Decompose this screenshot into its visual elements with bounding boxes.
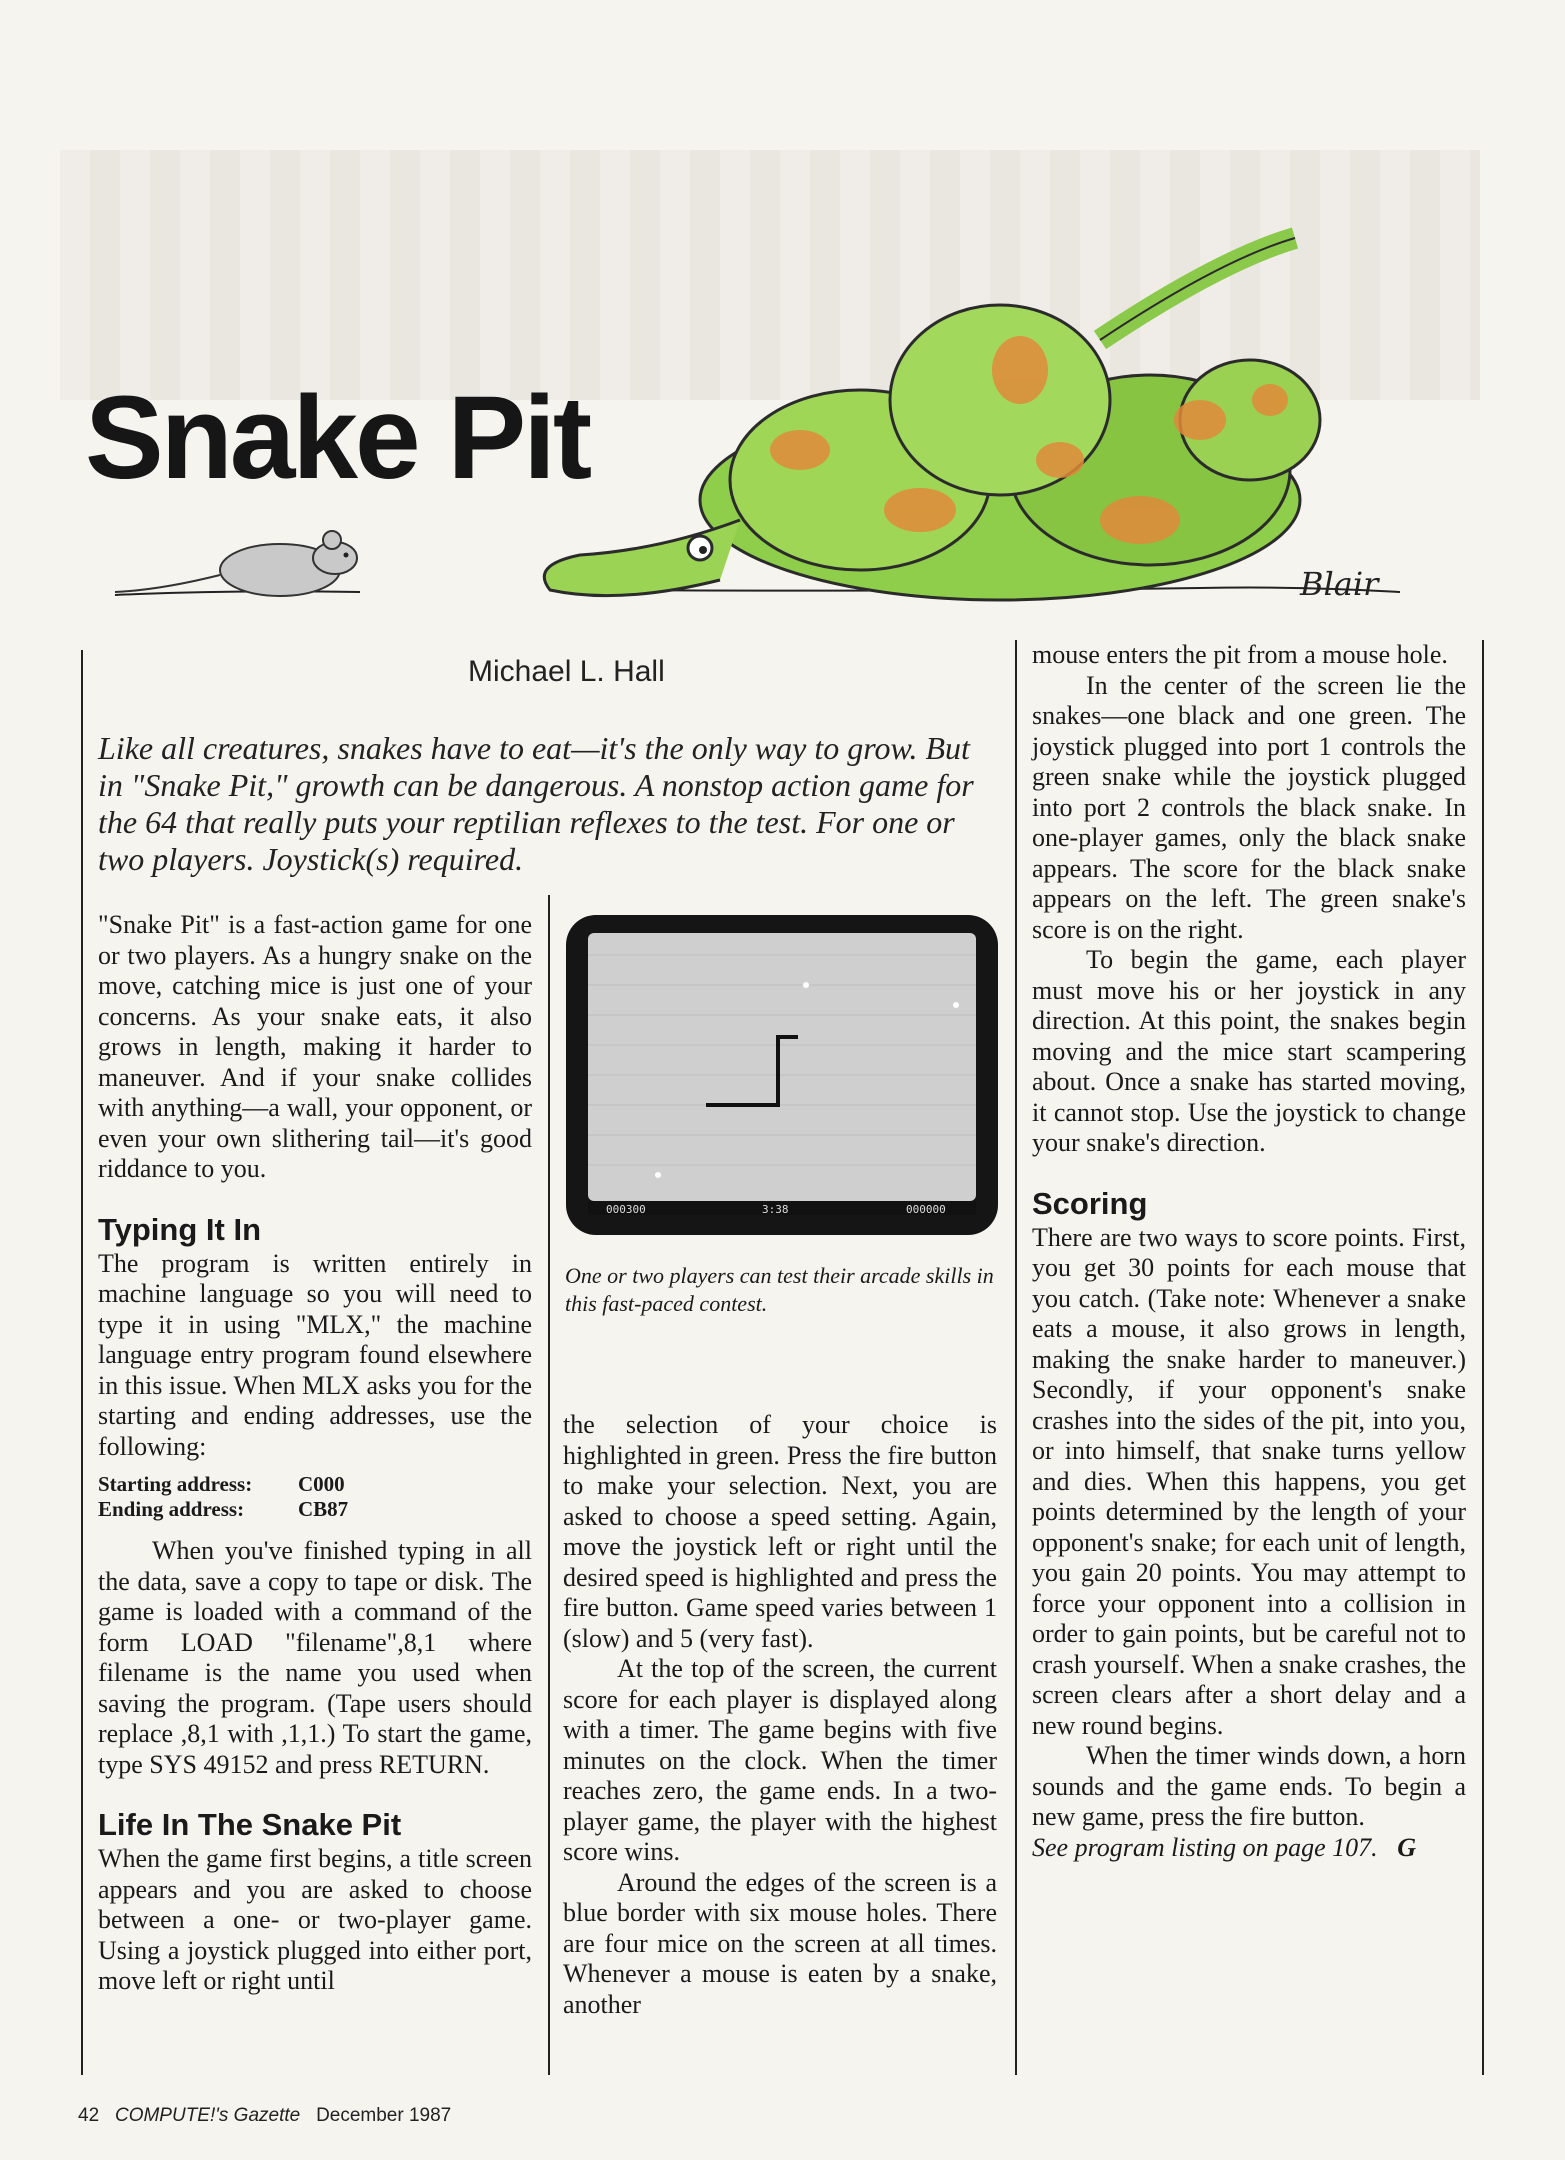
paragraph: The program is written entirely in machine language so you will need to type it in using "MLX," the machine language entry program found elsewhere in this issue. When MLX asks you for the starting and ending addresses, use the following: xyxy=(98,1248,532,1461)
listing-note-text: See program listing on page 107. xyxy=(1032,1832,1378,1862)
paragraph: When you've finished typing in all the data, save a copy to tape or disk. The game is loaded with a command of the form LOAD "filename",8,1 where filename is the name you used when saving the program. (Tape users should replace ,8,1 with ,1,1.) To start the game, type SYS 49152 and press RETURN. xyxy=(98,1536,532,1779)
mouse-dot xyxy=(655,1172,661,1178)
paragraph: mouse enters the pit from a mouse hole. xyxy=(1032,640,1448,669)
left-score: 000300 xyxy=(606,1203,646,1216)
paragraph: When the timer winds down, a horn sounds and the game ends. To begin a new game, press the fire button. xyxy=(1032,1741,1466,1831)
middle-column xyxy=(563,1410,997,2020)
column-rule xyxy=(548,895,550,2075)
issue-date: December 1987 xyxy=(316,2105,452,2126)
paragraph: Around the edges of the screen is a blue border with six mouse holes. There are four mice on the screen at all times. Whenever a mouse is eaten by a snake, another xyxy=(563,1867,997,2019)
article-title: Snake Pit xyxy=(85,372,590,504)
magazine-name: COMPUTE!'s Gazette xyxy=(114,2105,301,2126)
column-rule xyxy=(81,650,83,2075)
end-address-value: CB87 xyxy=(298,1497,349,1521)
mouse-icon xyxy=(115,531,357,596)
page-number: 42 xyxy=(78,2105,100,2126)
address-block xyxy=(98,1472,532,1522)
game-screenshot xyxy=(566,915,998,1235)
start-address-value: C000 xyxy=(298,1472,345,1496)
paragraph: There are two ways to score points. First, you get 30 points for each mouse that you catch. (Take note: Whenever a snake eats a mouse, it also grows in length, making the snake harder to maneuver.) Secondly, if your opponent's snake crashes into the sides of the pit, into you, or into himself, that snake turns yellow and dies. When this happens, you get points determined by the length of your opponent's snake; for each unit of length, you gain 20 points. You may attempt to force your opponent into a collision in order to gain points, but be careful not to crash yourself. When a snake crashes, the screen clears after a short delay and a new round begins. xyxy=(1032,1222,1466,1740)
section-heading-typing: Typing It In xyxy=(98,1211,262,1247)
paragraph: When the game first begins, a title screen appears and you are asked to choose between a one- or two-player game. Using a joystick plugged into either port, move left or right until xyxy=(98,1844,532,1995)
paragraph: In the center of the screen lie the snakes—one black and one green. The joystick plugged into port 1 controls the green snake while the joystick plugged into port 2 controls the black snake. In one-player games, only the black snake appears. The score for the black snake appears on the left. The green snake's score is on the right. xyxy=(1032,670,1466,944)
start-address-label: Starting address: xyxy=(98,1472,253,1496)
intro-deck: Like all creatures, snakes have to eat—it's the only way to grow. But in "Snake Pit," growth can be dangerous. A nonstop action game for the 64 that really puts your reptilian reflexes to the test. For one or two players. Joystick(s) required. xyxy=(98,730,974,877)
paragraph: "Snake Pit" is a fast-action game for one or two players. As a hungry snake on the move, catching mice is just one of your concerns. As your snake eats, it also grows in length, making it harder to maneuver. And if your snake collides with anything—a wall, your opponent, or even your own slithering tail—it's good riddance to you. xyxy=(98,910,532,1183)
mouse-dot xyxy=(803,982,809,988)
paragraph: To begin the game, each player must move his or her joystick in any direction. At this point, the snakes begin moving and the mice start scampering about. Once a snake has started moving, it cannot stop. Use the joystick to change your snake's direction. xyxy=(1032,945,1466,1157)
mouse-dot xyxy=(953,1002,959,1008)
column-rule xyxy=(1482,640,1484,2075)
paragraph: At the top of the screen, the current score for each player is displayed along with a timer. The game begins with five minutes on the clock. When the timer reaches zero, the game ends. In a two-player game, the player with the highest score wins. xyxy=(563,1654,997,1866)
section-heading-scoring: Scoring xyxy=(1032,1185,1148,1221)
paragraph: the selection of your choice is highlighted in green. Press the fire button to make your selection. Next, you are asked to choose a speed setting. Again, move the joystick left or right until the desired speed is highlighted and press the fire button. Game speed varies between 1 (slow) and 5 (very fast). xyxy=(563,1410,997,1653)
end-mark-icon: G xyxy=(1397,1832,1416,1862)
right-score: 000000 xyxy=(906,1203,946,1216)
left-column xyxy=(98,910,532,1997)
figure-caption: One or two players can test their arcade skills in this fast-paced contest. xyxy=(565,1263,994,1316)
listing-note xyxy=(1032,1833,1466,1864)
right-column xyxy=(1032,640,1466,1863)
column-rule xyxy=(1015,640,1017,2075)
byline: Michael L. Hall xyxy=(468,655,665,688)
artist-signature: Blair xyxy=(1300,565,1379,603)
page-footer xyxy=(78,2105,451,2127)
end-address-label: Ending address: xyxy=(98,1497,245,1521)
timer: 3:38 xyxy=(762,1203,789,1216)
section-heading-life: Life In The Snake Pit xyxy=(98,1807,402,1842)
